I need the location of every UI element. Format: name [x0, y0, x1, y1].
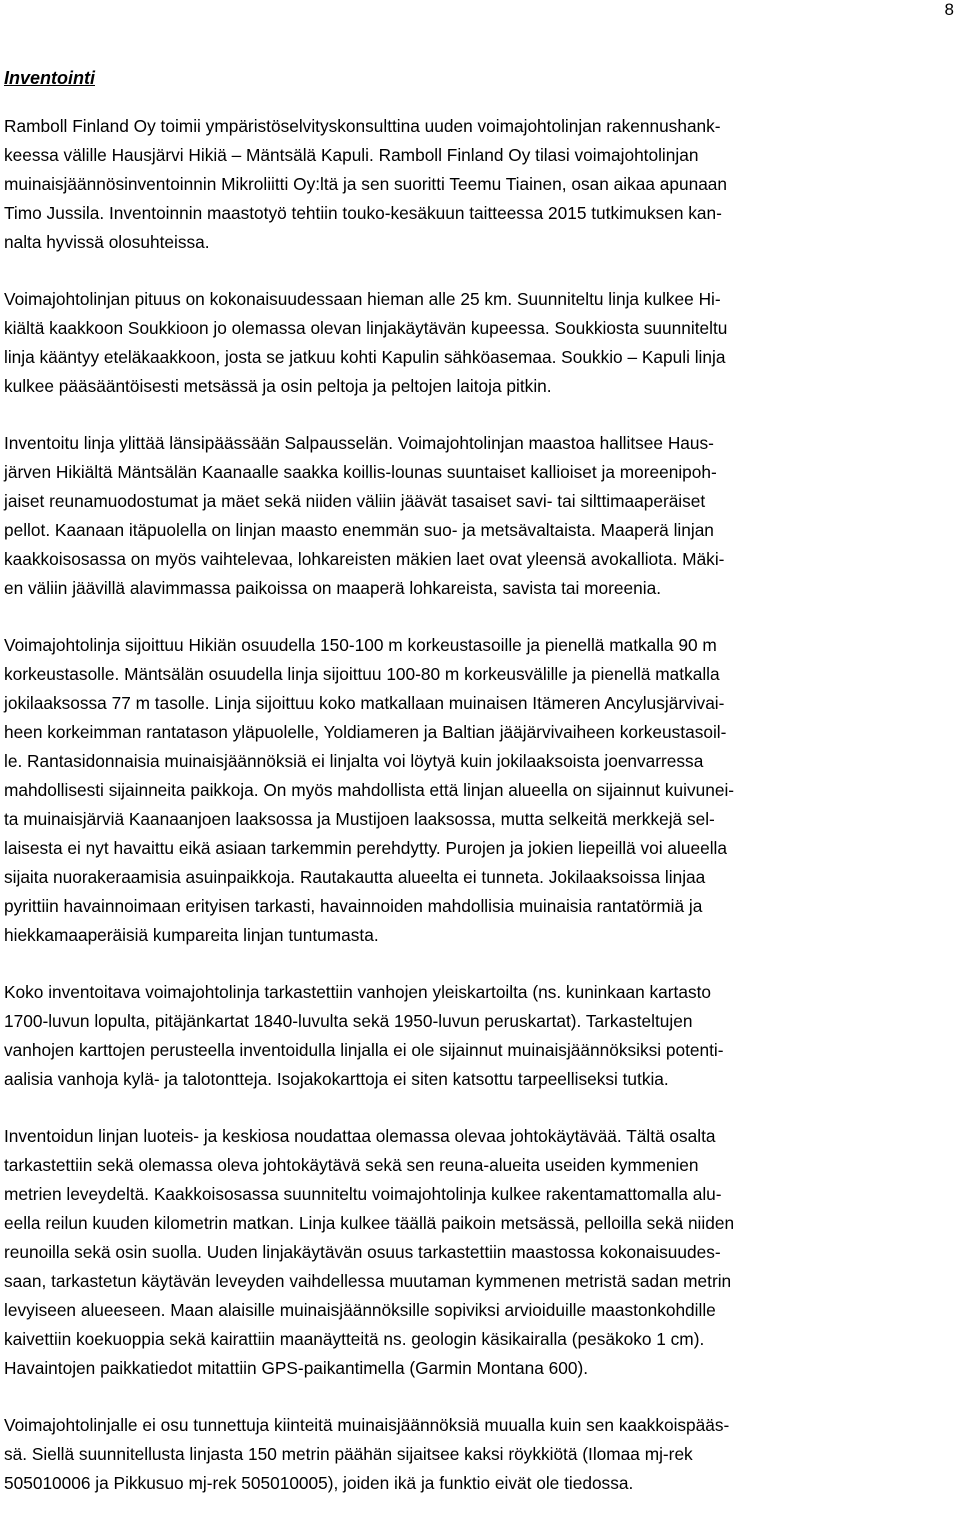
paragraph-line: korkeustasolle. Mäntsälän osuudella linja sijoittuu 100-80 m korkeusvälille ja pienellä matkalla: [4, 664, 720, 684]
paragraph-line: heen korkeimman rantatason yläpuolelle, Yoldiameren ja Baltian jääjärvivaiheen korkeustasoil-: [4, 722, 727, 742]
paragraph-line: laisesta ei nyt havaittu eikä asiaan tarkemmin perehdytty. Purojen ja jokien liepeillä voi alueella: [4, 838, 728, 858]
paragraph-line: 505010006 ja Pikkusuo mj-rek 505010005), joiden ikä ja funktio eivät ole tiedossa.: [4, 1473, 634, 1493]
paragraph-line: en väliin jäävillä alavimmassa paikoissa on maaperä lohkareista, savista tai moreenia.: [4, 578, 662, 598]
paragraph: [4, 1411, 950, 1498]
paragraph-line: sijaita nuorakeraamisia asuinpaikkoja. Rautakautta alueelta ei tunneta. Jokilaaksoissa linjaa: [4, 867, 706, 887]
paragraph-line: kulkee pääsääntöisesti metsässä ja osin peltoja ja peltojen laitoja pitkin.: [4, 376, 552, 396]
page-number: 8: [944, 0, 954, 19]
paragraph-line: kaivettiin koekuoppia sekä kairattiin maanäytteitä ns. geologin käsikairalla (pesäkoko 1 cm).: [4, 1329, 705, 1349]
paragraph-line: jokilaaksossa 77 m tasolle. Linja sijoittuu koko matkallaan muinaisen Itämeren Ancylusjärvivai-: [4, 693, 725, 713]
paragraph-line: Havaintojen paikkatiedot mitattiin GPS-paikantimella (Garmin Montana 600).: [4, 1358, 589, 1378]
paragraph-line: eella reilun kuuden kilometrin matkan. Linja kulkee täällä paikoin metsässä, pelloilla sekä niiden: [4, 1213, 735, 1233]
paragraph-line: jaiset reunamuodostumat ja mäet sekä niiden väliin jäävät tasaiset savi- tai silttimaaperäiset: [4, 491, 706, 511]
paragraph-line: le. Rantasidonnaisia muinaisjäännöksiä ei linjalta voi löytyä kuin jokilaaksoista joenvarressa: [4, 751, 704, 771]
paragraph-line: levyiseen alueeseen. Maan alaisille muinaisjäännöksille sopiviksi arvioiduille maastonkohdille: [4, 1300, 716, 1320]
paragraph-line: 1700-luvun lopulta, pitäjänkartat 1840-luvulta sekä 1950-luvun peruskartat). Tarkasteltujen: [4, 1011, 693, 1031]
paragraph-line: metrien leveydeltä. Kaakkoisosassa suunniteltu voimajohtolinja kulkee rakentamattomalla alu-: [4, 1184, 722, 1204]
paragraph-line: Voimajohtolinja sijoittuu Hikiän osuudella 150-100 m korkeustasoille ja pienellä matkalla 90 m: [4, 635, 717, 655]
paragraph: [4, 1122, 950, 1383]
section-heading: Inventointi: [4, 68, 95, 88]
paragraph-line: keessa välille Hausjärvi Hikiä – Mäntsälä Kapuli. Ramboll Finland Oy tilasi voimajohtolinjan: [4, 145, 699, 165]
paragraph-line: Voimajohtolinjan pituus on kokonaisuudessaan hieman alle 25 km. Suunniteltu linja kulkee Hi-: [4, 289, 721, 309]
paragraph-line: kaakkoisosassa on myös vaihtelevaa, lohkareisten mäkien laet ovat yleensä avokalliota. Mäki-: [4, 549, 725, 569]
paragraph: [4, 631, 950, 950]
document-body: [4, 64, 950, 1526]
paragraph: [4, 978, 950, 1094]
paragraph-line: kiältä kaakkoon Soukkioon jo olemassa olevan linjakäytävän kupeessa. Soukkiosta suunniteltu: [4, 318, 728, 338]
paragraph-line: Inventoidun linjan luoteis- ja keskiosa noudattaa olemassa olevaa johtokäytävää. Tältä osalta: [4, 1126, 716, 1146]
paragraph-line: nalta hyvissä olosuhteissa.: [4, 232, 210, 252]
paragraph-line: pellot. Kaanaan itäpuolella on linjan maasto enemmän suo- ja metsävaltaista. Maaperä linjan: [4, 520, 714, 540]
paragraph-line: Inventoitu linja ylittää länsipäässään Salpausselän. Voimajohtolinjan maastoa hallitsee Haus-: [4, 433, 714, 453]
paragraph-line: Timo Jussila. Inventoinnin maastotyö tehtiin touko-kesäkuun taitteessa 2015 tutkimuksen kan-: [4, 203, 722, 223]
paragraph-line: Koko inventoitava voimajohtolinja tarkastettiin vanhojen yleiskartoilta (ns. kuninkaan kartasto: [4, 982, 711, 1002]
paragraph-line: tarkastettiin sekä olemassa oleva johtokäytävä sekä sen reuna-alueita useiden kymmenien: [4, 1155, 699, 1175]
paragraph-line: mahdollisesti sijainneita paikkoja. On myös mahdollista että linjan alueella on sijainnut kuivunei-: [4, 780, 735, 800]
paragraph-line: reunoilla sekä osin suolla. Uuden linjakäytävän osuus tarkastettiin maastossa kokonaisuudes-: [4, 1242, 721, 1262]
paragraph-line: muinaisjäännösinventoinnin Mikroliitti Oy:ltä ja sen suoritti Teemu Tiainen, osan aikaa apunaan: [4, 174, 728, 194]
paragraph-line: pyrittiin havainnoimaan erityisen tarkasti, havainnoiden mahdollisia muinaisia rantatörmiä ja: [4, 896, 703, 916]
paragraph-line: sä. Siellä suunnitellusta linjasta 150 metrin päähän sijaitsee kaksi röykkiötä (Ilomaa mj-rek: [4, 1444, 693, 1464]
paragraph-line: järven Hikiältä Mäntsälän Kaanaalle saakka koillis-lounas suuntaiset kallioiset ja moreenipoh-: [4, 462, 717, 482]
paragraph-line: saan, tarkastetun käytävän leveyden vaihdellessa muutaman kymmenen metristä sadan metrin: [4, 1271, 732, 1291]
paragraph-line: ta muinaisjärviä Kaanaanjoen laaksossa ja Mustijoen laaksossa, mutta selkeitä merkkejä sel-: [4, 809, 715, 829]
paragraph: [4, 429, 950, 603]
paragraph-list: [4, 112, 950, 1498]
paragraph: [4, 112, 950, 257]
paragraph-line: linja kääntyy eteläkaakkoon, josta se jatkuu kohti Kapulin sähköasemaa. Soukkio – Kapuli linja: [4, 347, 726, 367]
paragraph-line: Ramboll Finland Oy toimii ympäristöselvityskonsulttina uuden voimajohtolinjan rakennushank-: [4, 116, 721, 136]
paragraph-line: hiekkamaaperäisiä kumpareita linjan tuntumasta.: [4, 925, 379, 945]
paragraph-line: aalisia vanhoja kylä- ja talotontteja. Isojakokarttoja ei siten katsottu tarpeelliseksi tutkia.: [4, 1069, 669, 1089]
paragraph-line: vanhojen karttojen perusteella inventoidulla linjalla ei ole sijainnut muinaisjäännöksiksi potenti-: [4, 1040, 724, 1060]
paragraph-line: Voimajohtolinjalle ei osu tunnettuja kiinteitä muinaisjäännöksiä muualla kuin sen kaakkoispääs-: [4, 1415, 730, 1435]
paragraph: [4, 285, 950, 401]
